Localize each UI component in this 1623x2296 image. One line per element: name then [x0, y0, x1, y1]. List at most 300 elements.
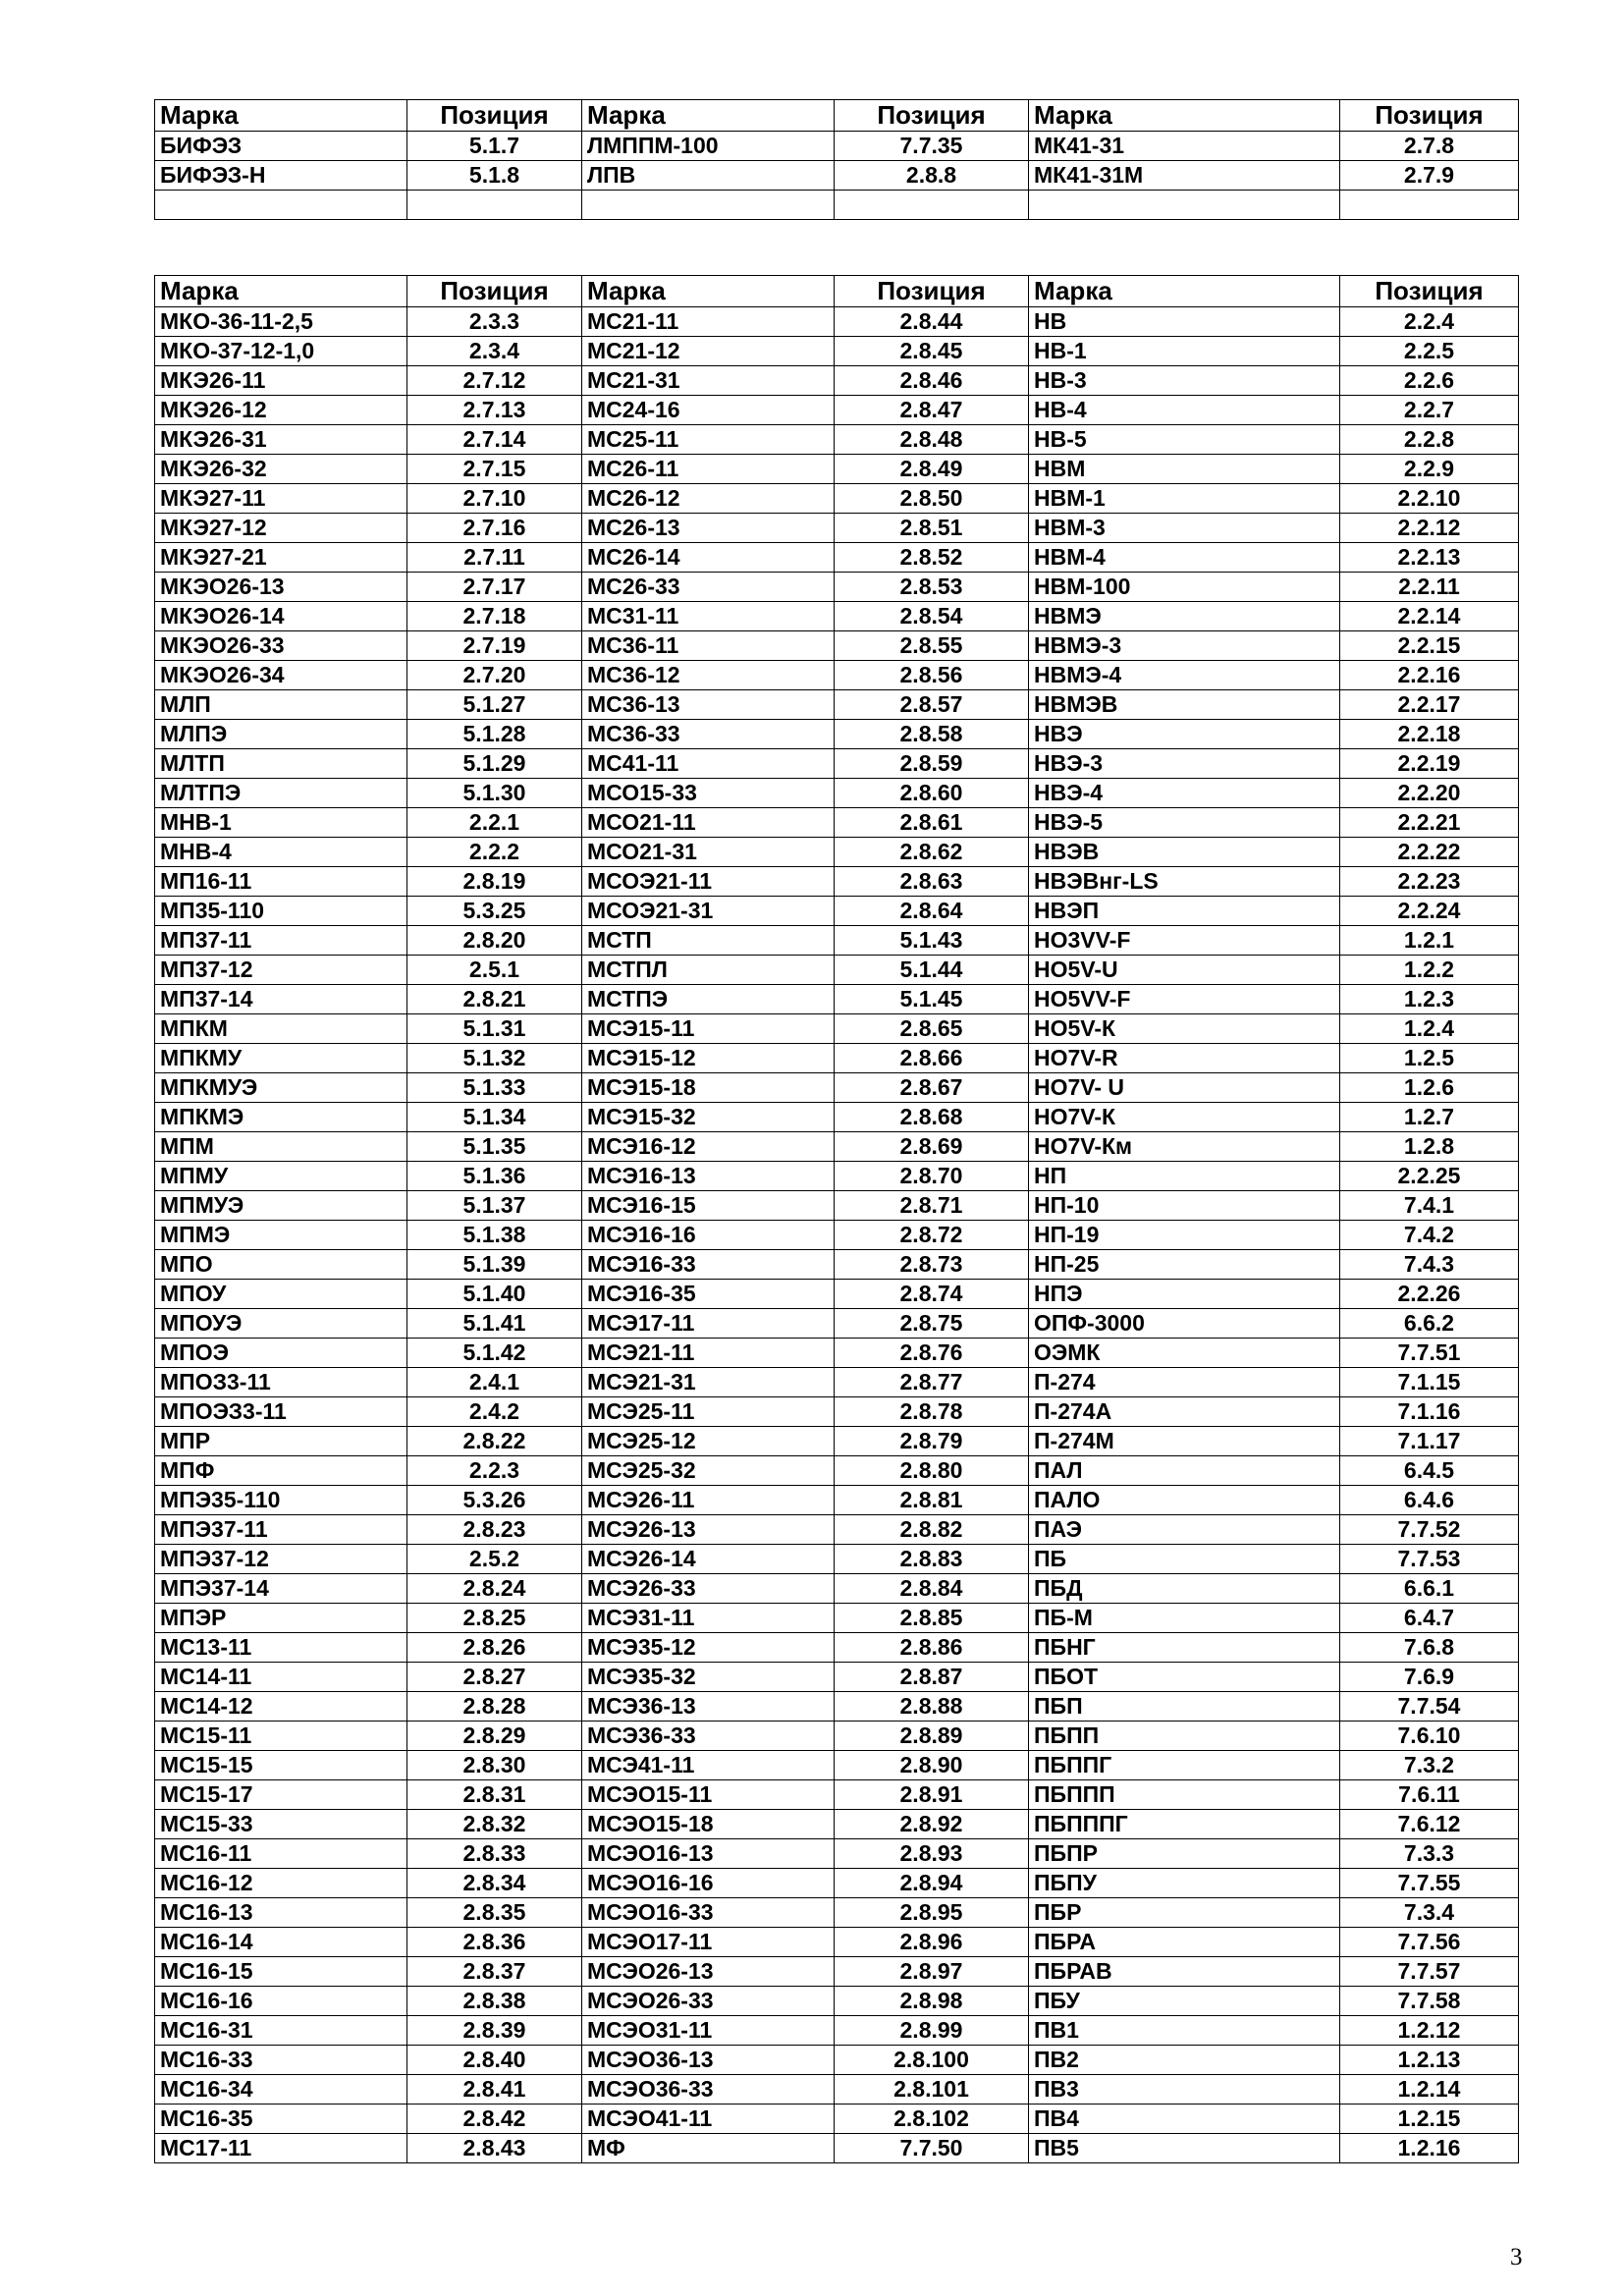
mark-cell: МС36-12 — [582, 661, 835, 690]
position-cell: 2.2.5 — [1340, 337, 1519, 366]
mark-cell: ПБПУ — [1029, 1869, 1340, 1898]
mark-cell: МСЭ36-13 — [582, 1692, 835, 1722]
position-cell: 2.8.56 — [835, 661, 1029, 690]
position-cell: 2.8.83 — [835, 1545, 1029, 1574]
mark-cell: МСЭ16-15 — [582, 1191, 835, 1221]
index-table-top — [154, 99, 1519, 220]
mark-cell: ПБПППГ — [1029, 1810, 1340, 1839]
mark-cell: МФ — [582, 2134, 835, 2163]
mark-cell: МСЭО15-11 — [582, 1780, 835, 1810]
position-cell: 5.1.33 — [407, 1073, 582, 1103]
mark-cell: ПБРАВ — [1029, 1957, 1340, 1987]
mark-cell: МС36-33 — [582, 720, 835, 749]
table-row — [155, 1869, 1519, 1898]
mark-cell: П-274 — [1029, 1368, 1340, 1397]
position-cell: 1.2.14 — [1340, 2075, 1519, 2105]
mark-cell: НВМ-3 — [1029, 514, 1340, 543]
mark-cell: ПВ4 — [1029, 2105, 1340, 2134]
position-cell: 2.8.102 — [835, 2105, 1029, 2134]
mark-cell: МС16-35 — [155, 2105, 407, 2134]
position-cell: 7.6.11 — [1340, 1780, 1519, 1810]
position-cell: 2.8.73 — [835, 1250, 1029, 1280]
mark-cell: НО7V-К — [1029, 1103, 1340, 1132]
position-cell: 7.7.50 — [835, 2134, 1029, 2163]
mark-cell: МСЭ15-11 — [582, 1014, 835, 1044]
table-row — [155, 1957, 1519, 1987]
mark-cell: МС14-11 — [155, 1663, 407, 1692]
position-cell: 7.1.15 — [1340, 1368, 1519, 1397]
mark-cell: МСЭ25-11 — [582, 1397, 835, 1427]
column-header-position: Позиция — [407, 276, 582, 307]
mark-cell: МП37-11 — [155, 926, 407, 956]
table-row — [155, 1309, 1519, 1339]
position-cell: 2.8.27 — [407, 1663, 582, 1692]
mark-cell: ЛМППМ-100 — [582, 132, 835, 161]
table-row — [155, 1427, 1519, 1456]
position-cell: 2.8.31 — [407, 1780, 582, 1810]
mark-cell: МКЭО26-13 — [155, 573, 407, 602]
position-cell: 2.8.89 — [835, 1722, 1029, 1751]
mark-cell: НП — [1029, 1162, 1340, 1191]
mark-cell: НВЭВ — [1029, 838, 1340, 867]
mark-cell: МСЭ26-33 — [582, 1574, 835, 1604]
position-cell: 1.2.15 — [1340, 2105, 1519, 2134]
mark-cell: ПБ-М — [1029, 1604, 1340, 1633]
position-cell: 2.8.94 — [835, 1869, 1029, 1898]
mark-cell: НО7V- U — [1029, 1073, 1340, 1103]
position-cell: 2.7.20 — [407, 661, 582, 690]
mark-cell: МСОЭ21-11 — [582, 867, 835, 897]
mark-cell: МСЭ17-11 — [582, 1309, 835, 1339]
position-cell: 2.5.1 — [407, 956, 582, 985]
position-cell: 2.8.58 — [835, 720, 1029, 749]
position-cell: 2.8.68 — [835, 1103, 1029, 1132]
mark-cell: МСЭО15-18 — [582, 1810, 835, 1839]
table-row — [155, 1250, 1519, 1280]
mark-cell: НО5V-К — [1029, 1014, 1340, 1044]
position-cell: 2.8.43 — [407, 2134, 582, 2163]
position-cell: 2.3.3 — [407, 307, 582, 337]
position-cell: 2.2.7 — [1340, 396, 1519, 425]
column-header-position: Позиция — [835, 100, 1029, 132]
position-cell: 2.8.51 — [835, 514, 1029, 543]
position-cell: 2.8.99 — [835, 2016, 1029, 2046]
mark-cell: МСЭ25-32 — [582, 1456, 835, 1486]
table-row — [155, 720, 1519, 749]
table-row — [155, 1073, 1519, 1103]
position-cell: 7.3.3 — [1340, 1839, 1519, 1869]
position-cell: 2.4.1 — [407, 1368, 582, 1397]
position-cell: 2.8.62 — [835, 838, 1029, 867]
mark-cell: ЛПВ — [582, 161, 835, 191]
position-cell: 2.8.65 — [835, 1014, 1029, 1044]
position-cell: 5.1.43 — [835, 926, 1029, 956]
mark-cell: МКЭ26-11 — [155, 366, 407, 396]
mark-cell: НВЭВнг-LS — [1029, 867, 1340, 897]
mark-cell — [1029, 191, 1340, 220]
mark-cell: МПМ — [155, 1132, 407, 1162]
mark-cell: НВМЭВ — [1029, 690, 1340, 720]
table-row — [155, 514, 1519, 543]
table-row — [155, 867, 1519, 897]
position-cell: 2.8.100 — [835, 2046, 1029, 2075]
position-cell: 6.4.5 — [1340, 1456, 1519, 1486]
mark-cell: НВЭ-5 — [1029, 808, 1340, 838]
position-cell: 5.1.32 — [407, 1044, 582, 1073]
column-header-mark: Марка — [1029, 100, 1340, 132]
position-cell: 2.8.72 — [835, 1221, 1029, 1250]
mark-cell: ПБПП — [1029, 1722, 1340, 1751]
position-cell: 2.8.80 — [835, 1456, 1029, 1486]
position-cell: 2.8.87 — [835, 1663, 1029, 1692]
position-cell: 1.2.6 — [1340, 1073, 1519, 1103]
table-row — [155, 690, 1519, 720]
position-cell: 2.8.57 — [835, 690, 1029, 720]
position-cell: 2.2.18 — [1340, 720, 1519, 749]
position-cell: 7.7.35 — [835, 132, 1029, 161]
position-cell: 2.8.40 — [407, 2046, 582, 2075]
mark-cell: МСЭ21-11 — [582, 1339, 835, 1368]
table-row — [155, 2075, 1519, 2105]
position-cell: 2.8.38 — [407, 1987, 582, 2016]
mark-cell: МПКМЭ — [155, 1103, 407, 1132]
position-cell: 2.8.59 — [835, 749, 1029, 779]
mark-cell: МСТП — [582, 926, 835, 956]
column-header-mark: Марка — [582, 276, 835, 307]
index-table-main-body — [155, 276, 1519, 2163]
position-cell: 2.8.8 — [835, 161, 1029, 191]
mark-cell: МПЭ35-110 — [155, 1486, 407, 1515]
mark-cell: МКЭ26-32 — [155, 455, 407, 484]
position-cell: 2.8.37 — [407, 1957, 582, 1987]
position-cell: 2.2.17 — [1340, 690, 1519, 720]
position-cell: 5.1.42 — [407, 1339, 582, 1368]
table-header-row — [155, 100, 1519, 132]
position-cell: 2.8.90 — [835, 1751, 1029, 1780]
table-row — [155, 1722, 1519, 1751]
position-cell: 2.8.97 — [835, 1957, 1029, 1987]
table-row — [155, 455, 1519, 484]
position-cell: 2.2.19 — [1340, 749, 1519, 779]
position-cell: 7.4.3 — [1340, 1250, 1519, 1280]
mark-cell: МС21-31 — [582, 366, 835, 396]
position-cell: 2.8.52 — [835, 543, 1029, 573]
position-cell: 7.7.51 — [1340, 1339, 1519, 1368]
position-cell: 2.8.66 — [835, 1044, 1029, 1073]
mark-cell: МС26-12 — [582, 484, 835, 514]
mark-cell: МСЭО16-33 — [582, 1898, 835, 1928]
mark-cell: МСЭ15-12 — [582, 1044, 835, 1073]
mark-cell: ОЭМК — [1029, 1339, 1340, 1368]
position-cell: 2.7.15 — [407, 455, 582, 484]
mark-cell: МС24-16 — [582, 396, 835, 425]
position-cell: 7.7.53 — [1340, 1545, 1519, 1574]
mark-cell: МСО21-11 — [582, 808, 835, 838]
mark-cell: МЛТП — [155, 749, 407, 779]
mark-cell: ПБНГ — [1029, 1633, 1340, 1663]
mark-cell: ПВ1 — [1029, 2016, 1340, 2046]
position-cell: 2.8.28 — [407, 1692, 582, 1722]
position-cell: 2.8.36 — [407, 1928, 582, 1957]
mark-cell: МСЭ21-31 — [582, 1368, 835, 1397]
mark-cell: ПБ — [1029, 1545, 1340, 1574]
mark-cell: МС15-11 — [155, 1722, 407, 1751]
mark-cell: МС21-12 — [582, 337, 835, 366]
mark-cell: ПБППП — [1029, 1780, 1340, 1810]
position-cell: 2.8.75 — [835, 1309, 1029, 1339]
mark-cell: МСЭ25-12 — [582, 1427, 835, 1456]
mark-cell: МСТПЛ — [582, 956, 835, 985]
position-cell: 2.8.96 — [835, 1928, 1029, 1957]
mark-cell: БИФЭЗ — [155, 132, 407, 161]
position-cell: 2.8.26 — [407, 1633, 582, 1663]
mark-cell: МК41-31 — [1029, 132, 1340, 161]
mark-cell: П-274М — [1029, 1427, 1340, 1456]
mark-cell: МС26-14 — [582, 543, 835, 573]
mark-cell: МКЭ27-21 — [155, 543, 407, 573]
mark-cell: НВЭ-4 — [1029, 779, 1340, 808]
position-cell: 2.8.41 — [407, 2075, 582, 2105]
table-row — [155, 425, 1519, 455]
position-cell: 7.3.2 — [1340, 1751, 1519, 1780]
mark-cell: ПВ3 — [1029, 2075, 1340, 2105]
table-row — [155, 1162, 1519, 1191]
position-cell: 2.8.29 — [407, 1722, 582, 1751]
mark-cell: МС15-15 — [155, 1751, 407, 1780]
mark-cell: МСЭ15-18 — [582, 1073, 835, 1103]
position-cell: 2.8.93 — [835, 1839, 1029, 1869]
position-cell: 7.7.57 — [1340, 1957, 1519, 1987]
table-row — [155, 956, 1519, 985]
mark-cell: НВМ-1 — [1029, 484, 1340, 514]
mark-cell: МСЭО16-13 — [582, 1839, 835, 1869]
position-cell: 2.8.98 — [835, 1987, 1029, 2016]
position-cell: 2.8.48 — [835, 425, 1029, 455]
mark-cell: МСЭО26-13 — [582, 1957, 835, 1987]
mark-cell: МСЭ41-11 — [582, 1751, 835, 1780]
position-cell: 5.1.7 — [407, 132, 582, 161]
position-cell: 5.1.40 — [407, 1280, 582, 1309]
mark-cell: ПБПР — [1029, 1839, 1340, 1869]
mark-cell: МСЭО26-33 — [582, 1987, 835, 2016]
position-cell: 7.3.4 — [1340, 1898, 1519, 1928]
column-header-position: Позиция — [1340, 276, 1519, 307]
mark-cell: МС16-16 — [155, 1987, 407, 2016]
mark-cell: МКЭ27-11 — [155, 484, 407, 514]
position-cell: 2.8.20 — [407, 926, 582, 956]
table-row — [155, 132, 1519, 161]
mark-cell: МЛПЭ — [155, 720, 407, 749]
position-cell: 1.2.7 — [1340, 1103, 1519, 1132]
position-cell: 2.8.81 — [835, 1486, 1029, 1515]
mark-cell: ПВ5 — [1029, 2134, 1340, 2163]
mark-cell: МС26-33 — [582, 573, 835, 602]
position-cell: 6.6.2 — [1340, 1309, 1519, 1339]
position-cell: 5.1.35 — [407, 1132, 582, 1162]
mark-cell: МЛП — [155, 690, 407, 720]
position-cell: 2.2.2 — [407, 838, 582, 867]
mark-cell: ОПФ-3000 — [1029, 1309, 1340, 1339]
table-row — [155, 1368, 1519, 1397]
position-cell: 2.8.91 — [835, 1780, 1029, 1810]
table-row — [155, 1780, 1519, 1810]
position-cell: 2.8.21 — [407, 985, 582, 1014]
position-cell: 2.7.10 — [407, 484, 582, 514]
mark-cell: МПЭ37-14 — [155, 1574, 407, 1604]
mark-cell: МКО-37-12-1,0 — [155, 337, 407, 366]
mark-cell: МС16-14 — [155, 1928, 407, 1957]
mark-cell: МСЭО36-13 — [582, 2046, 835, 2075]
position-cell: 1.2.3 — [1340, 985, 1519, 1014]
column-header-position: Позиция — [835, 276, 1029, 307]
table-row — [155, 366, 1519, 396]
position-cell: 2.8.22 — [407, 1427, 582, 1456]
mark-cell: ПБППГ — [1029, 1751, 1340, 1780]
mark-cell: МПО — [155, 1250, 407, 1280]
position-cell: 2.5.2 — [407, 1545, 582, 1574]
table-row — [155, 484, 1519, 514]
mark-cell: НВЭ-3 — [1029, 749, 1340, 779]
table-row — [155, 337, 1519, 366]
position-cell: 5.1.39 — [407, 1250, 582, 1280]
position-cell: 5.1.41 — [407, 1309, 582, 1339]
column-header-mark: Марка — [155, 276, 407, 307]
table-row — [155, 1898, 1519, 1928]
mark-cell: НВ-3 — [1029, 366, 1340, 396]
mark-cell — [582, 191, 835, 220]
column-header-mark: Марка — [155, 100, 407, 132]
position-cell: 2.8.54 — [835, 602, 1029, 631]
table-row — [155, 631, 1519, 661]
mark-cell: МК41-31М — [1029, 161, 1340, 191]
mark-cell: МС25-11 — [582, 425, 835, 455]
position-cell: 2.7.16 — [407, 514, 582, 543]
mark-cell: МС21-11 — [582, 307, 835, 337]
table-row — [155, 1633, 1519, 1663]
table-row — [155, 2105, 1519, 2134]
mark-cell: НВМЭ-3 — [1029, 631, 1340, 661]
page-number: 3 — [1510, 2244, 1523, 2270]
position-cell — [407, 191, 582, 220]
table-row — [155, 1044, 1519, 1073]
mark-cell: МСЭ35-32 — [582, 1663, 835, 1692]
position-cell: 2.2.16 — [1340, 661, 1519, 690]
table-row — [155, 161, 1519, 191]
position-cell: 2.8.44 — [835, 307, 1029, 337]
position-cell — [835, 191, 1029, 220]
table-row — [155, 1339, 1519, 1368]
position-cell: 2.8.78 — [835, 1397, 1029, 1427]
mark-cell: МСЭ16-13 — [582, 1162, 835, 1191]
mark-cell: НО5V-U — [1029, 956, 1340, 985]
position-cell: 2.8.71 — [835, 1191, 1029, 1221]
mark-cell: МСЭ26-13 — [582, 1515, 835, 1545]
mark-cell: МС26-11 — [582, 455, 835, 484]
table-row — [155, 1397, 1519, 1427]
position-cell: 5.1.29 — [407, 749, 582, 779]
mark-cell: НВМЭ — [1029, 602, 1340, 631]
mark-cell: НВ — [1029, 307, 1340, 337]
mark-cell: ПБД — [1029, 1574, 1340, 1604]
position-cell: 2.2.14 — [1340, 602, 1519, 631]
position-cell: 1.2.5 — [1340, 1044, 1519, 1073]
mark-cell: ПВ2 — [1029, 2046, 1340, 2075]
mark-cell: МПЭР — [155, 1604, 407, 1633]
position-cell: 2.8.92 — [835, 1810, 1029, 1839]
position-cell: 6.4.6 — [1340, 1486, 1519, 1515]
position-cell: 7.1.16 — [1340, 1397, 1519, 1427]
mark-cell: П-274А — [1029, 1397, 1340, 1427]
index-table-main — [154, 275, 1519, 2163]
position-cell: 2.8.46 — [835, 366, 1029, 396]
position-cell: 2.8.50 — [835, 484, 1029, 514]
position-cell: 2.2.23 — [1340, 867, 1519, 897]
mark-cell: ПБОТ — [1029, 1663, 1340, 1692]
mark-cell: МС17-11 — [155, 2134, 407, 2163]
position-cell: 7.6.12 — [1340, 1810, 1519, 1839]
index-table-top-body — [155, 100, 1519, 220]
table-row — [155, 2016, 1519, 2046]
position-cell: 5.1.45 — [835, 985, 1029, 1014]
position-cell: 7.7.56 — [1340, 1928, 1519, 1957]
position-cell: 2.8.76 — [835, 1339, 1029, 1368]
mark-cell: НП-10 — [1029, 1191, 1340, 1221]
position-cell: 2.8.39 — [407, 2016, 582, 2046]
mark-cell: МНВ-1 — [155, 808, 407, 838]
position-cell: 2.2.10 — [1340, 484, 1519, 514]
position-cell: 2.2.25 — [1340, 1162, 1519, 1191]
mark-cell: ПАЛ — [1029, 1456, 1340, 1486]
mark-cell: НП-25 — [1029, 1250, 1340, 1280]
position-cell: 2.8.84 — [835, 1574, 1029, 1604]
position-cell: 2.8.49 — [835, 455, 1029, 484]
position-cell: 2.2.13 — [1340, 543, 1519, 573]
position-cell: 7.6.10 — [1340, 1722, 1519, 1751]
position-cell: 2.8.101 — [835, 2075, 1029, 2105]
position-cell: 2.7.19 — [407, 631, 582, 661]
mark-cell: МПОУ — [155, 1280, 407, 1309]
position-cell: 2.8.67 — [835, 1073, 1029, 1103]
mark-cell: МС26-13 — [582, 514, 835, 543]
mark-cell: МП37-12 — [155, 956, 407, 985]
position-cell: 2.2.4 — [1340, 307, 1519, 337]
position-cell: 7.7.58 — [1340, 1987, 1519, 2016]
table-row — [155, 1280, 1519, 1309]
position-cell: 2.8.53 — [835, 573, 1029, 602]
mark-cell: МКЭО26-33 — [155, 631, 407, 661]
mark-cell: НО5VV-F — [1029, 985, 1340, 1014]
position-cell: 2.2.20 — [1340, 779, 1519, 808]
position-cell: 2.7.12 — [407, 366, 582, 396]
mark-cell: МПОЭ — [155, 1339, 407, 1368]
mark-cell: НВ-5 — [1029, 425, 1340, 455]
position-cell: 2.8.34 — [407, 1869, 582, 1898]
position-cell: 5.1.44 — [835, 956, 1029, 985]
mark-cell: МПОЗ3-11 — [155, 1368, 407, 1397]
table-row — [155, 1221, 1519, 1250]
position-cell: 5.1.30 — [407, 779, 582, 808]
mark-cell: МС15-33 — [155, 1810, 407, 1839]
mark-cell: БИФЭЗ-Н — [155, 161, 407, 191]
mark-cell: МП16-11 — [155, 867, 407, 897]
position-cell: 2.8.24 — [407, 1574, 582, 1604]
position-cell: 2.8.70 — [835, 1162, 1029, 1191]
mark-cell: МПЭ37-11 — [155, 1515, 407, 1545]
position-cell: 2.2.21 — [1340, 808, 1519, 838]
table-row — [155, 543, 1519, 573]
position-cell: 2.4.2 — [407, 1397, 582, 1427]
position-cell: 2.8.42 — [407, 2105, 582, 2134]
